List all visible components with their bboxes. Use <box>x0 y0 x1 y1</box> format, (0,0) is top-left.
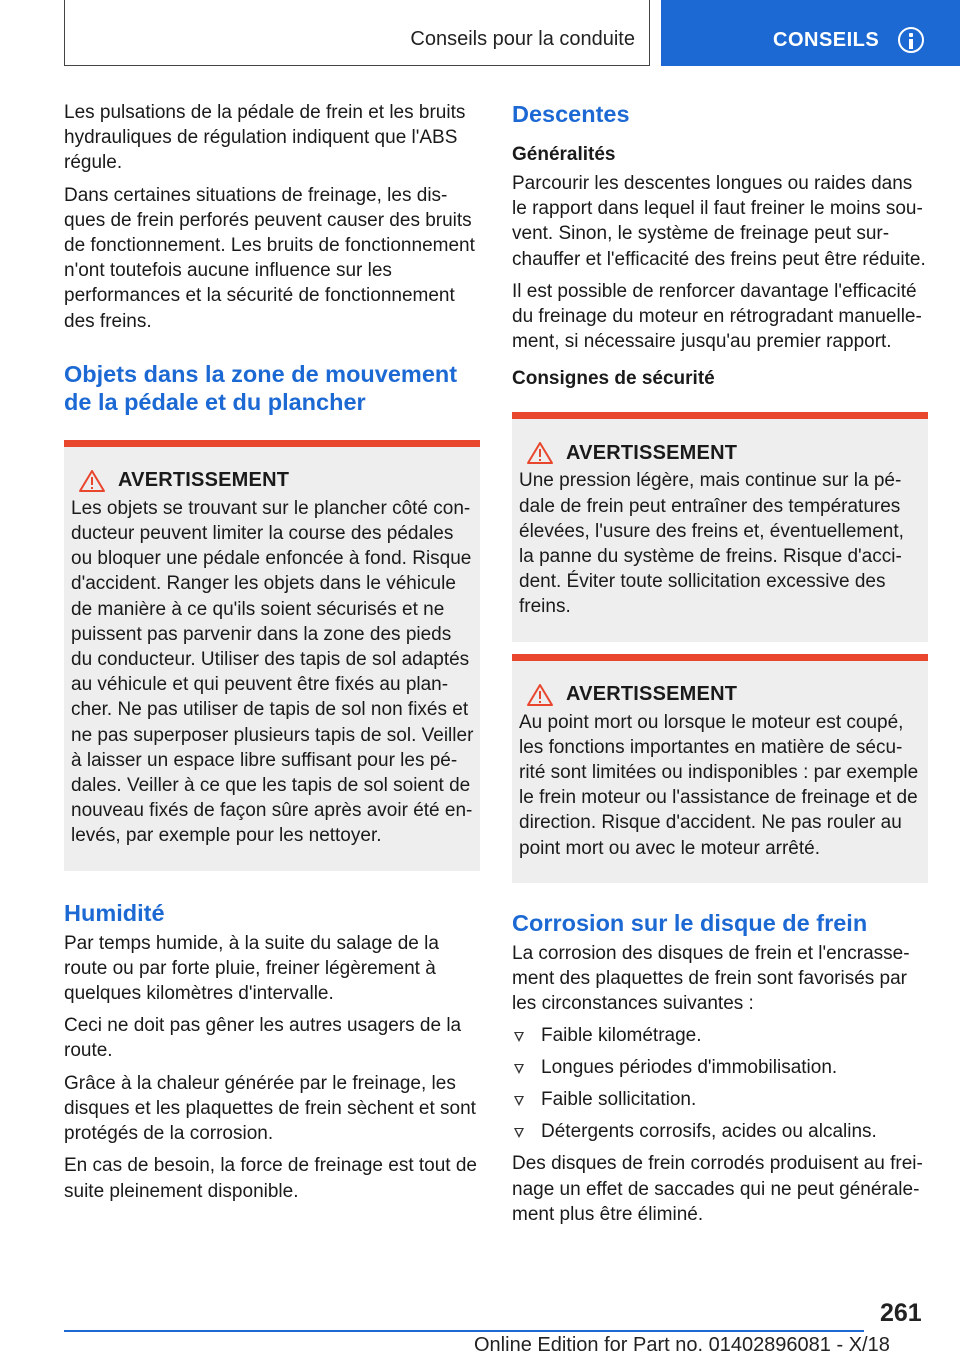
warning-box <box>512 412 928 641</box>
header-chapter-title: CONSEILS <box>773 29 880 51</box>
paragraph: Ceci ne doit pas gêner les autres usagers de la route. <box>64 1015 462 1062</box>
section-heading: Humidité <box>64 899 165 926</box>
subsection-heading: Généralités <box>512 144 616 165</box>
header-section-box <box>64 0 650 66</box>
paragraph: Dans certaines situations de freinage, les disques de frein perforés peuvent causer des bruits de fonctionnement. Les bruits de fonctionnement n'ont toutefois aucune influence sur les performances et la sécurité de fonctionnement des freins. <box>64 184 475 332</box>
section-heading: Objets dans la zone de mouvement de la pédale et du plancher <box>64 360 458 415</box>
subsection-heading: Consignes de sécurité <box>512 368 715 390</box>
section-heading: Corrosion sur le disque de frein <box>512 909 868 936</box>
warning-text: Les objets se trouvant sur le plancher côté conducteur peuvent limiter la course des pédales ou bloquer une pédale enfoncée à fond. Risque d'accident. Ranger les objets dans le véhicule de manière à ce qu'ils soient sécurisés et ne puissent pas parvenir dans la zone des pieds du conducteur. Utiliser des tapis de sol adaptés au véhicule et qui peuvent être fixés au plancher. Ne pas utiliser de tapis de sol non fixés et ne pas superposer plusieurs tapis de sol. Veiller à laisser un espace libre suffisant pour les pédales. Veiller à ce que les tapis de sol soient de nouveau fixés de façon sûre après avoir été enlevés, par exemple pour les nettoyer. <box>71 497 474 847</box>
footer-edition: Online Edition for Part no. 01402896081 - X/18 <box>474 1334 890 1356</box>
list-item: Détergents corrosifs, acides ou alcalins. <box>512 1119 928 1144</box>
section-heading: Descentes <box>512 101 630 127</box>
footer-rule <box>64 1330 864 1332</box>
list-item: Faible sollicitation. <box>512 1087 928 1112</box>
warning-triangle-icon <box>78 469 106 493</box>
warning-text: Une pression légère, mais continue sur la pédale de frein peut entraîner des températures élevées, l'usure des freins et, éventuellement, la panne du système de freins. Risque d'accident. Éviter toute sollicitation excessive des freins. <box>519 470 904 618</box>
paragraph: Grâce à la chaleur générée par le freinage, les disques et les plaquettes de frein sèchent et sont protégés de la corrosion. <box>64 1072 476 1145</box>
warning-triangle-icon <box>526 683 554 707</box>
list-item: Longues périodes d'immobilisation. <box>512 1055 928 1080</box>
left-column <box>64 100 480 1211</box>
warning-text: Au point mort ou lorsque le moteur est coupé, les fonctions importantes en matière de sécurité sont limitées ou indisponibles : par exemple le frein moteur ou l'assistance de freinage et de direction. Risque d'accident. Ne pas rouler au point mort ou avec le moteur arrêté. <box>519 711 919 859</box>
warning-triangle-icon <box>526 441 554 465</box>
paragraph: Il est possible de renforcer davantage l'efficacité du freinage du moteur en rétrogradant manuellement, si nécessaire jusqu'au premier rapport. <box>512 280 922 353</box>
bullet-triangle-icon <box>514 1032 524 1042</box>
paragraph: Par temps humide, à la suite du salage de la route ou par forte pluie, freiner légèrement à quelques kilomètres d'intervalle. <box>64 932 439 1005</box>
bullet-triangle-icon <box>514 1128 524 1138</box>
warning-box <box>512 654 928 883</box>
paragraph: La corrosion des disques de frein et l'encrassement des plaquettes de frein sont favorisés par les circonstances suivantes : <box>512 942 910 1015</box>
page-number: 261 <box>880 1299 922 1327</box>
list-item: Faible kilométrage. <box>512 1023 928 1048</box>
header-section-title: Conseils pour la conduite <box>410 28 635 50</box>
warning-title: AVERTISSEMENT <box>566 441 738 464</box>
warning-title: AVERTISSEMENT <box>566 683 738 706</box>
header-chapter-tab[interactable] <box>661 0 960 66</box>
paragraph: Parcourir les descentes longues ou raides dans le rapport dans lequel il faut freiner le moins souvent. Sinon, le système de freinage peut surchauffer et l'efficacité des freins peut être réduite. <box>512 173 926 270</box>
info-icon <box>898 27 924 53</box>
paragraph: Les pulsations de la pédale de frein et les bruits hydrauliques de régulation indiquent que l'ABS régule. <box>64 102 466 174</box>
bullet-triangle-icon <box>514 1096 524 1106</box>
bullet-list <box>512 1023 928 1144</box>
paragraph: Des disques de frein corrodés produisent au freinage un effet de saccades qui ne peut généralement plus être éliminé. <box>512 1153 923 1225</box>
bullet-triangle-icon <box>514 1064 524 1074</box>
warning-box <box>64 440 480 871</box>
warning-title: AVERTISSEMENT <box>118 469 290 492</box>
right-column <box>512 100 928 1234</box>
paragraph: En cas de besoin, la force de freinage est tout de suite pleinement disponible. <box>64 1155 477 1202</box>
